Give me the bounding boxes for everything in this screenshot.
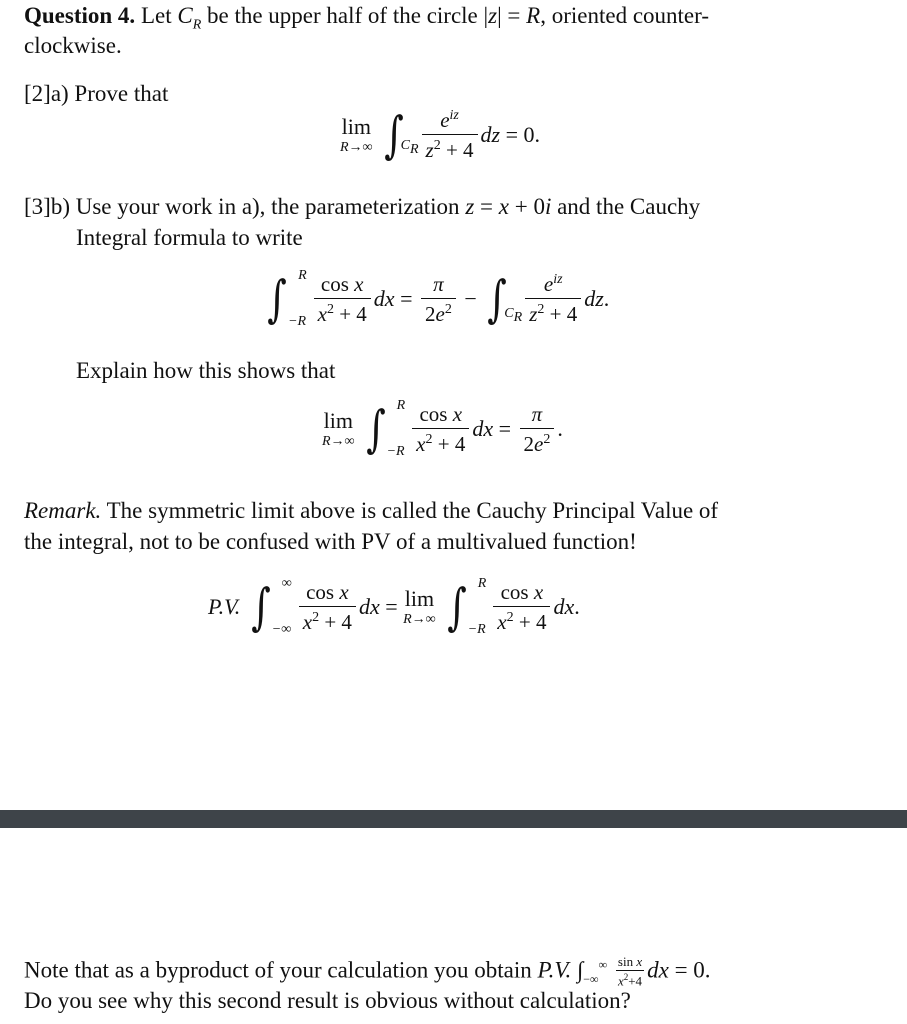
question-label: Question 4. (24, 3, 136, 28)
equation-part-a: lim R→∞ ∫ $C_R$ $\frac{e^{iz}}{z^2 + 4}$ dz = 0. (340, 106, 541, 165)
section-divider (0, 810, 907, 828)
part-a-heading: [2]a) Prove that (24, 81, 169, 106)
part-b-line2: Integral formula to write (76, 225, 303, 250)
note-line2: Do you see why this second result is obvious without calculation? (24, 988, 631, 1013)
equation-remark: P.V. ∫ ∞ −∞ $\frac{\text{cos x}}{x^2 + 4}$ dx = lim R→∞ ∫ R −R $\frac{\text{cos x}}{x^2 + 4}$ dx . (208, 576, 580, 637)
part-b-line1: [3]b) Use your work in a), the parameterization z = x + 0i and the Cauchy (24, 194, 701, 219)
remark-line1: Remark. The symmetric limit above is called the Cauchy Principal Value of (24, 498, 719, 523)
question-intro-line2: clockwise. (24, 33, 122, 58)
question-heading: Question 4. Let $C_R$ be the upper half of the circle |z| = R, oriented counter- (24, 3, 709, 33)
remark-line2: the integral, not to be confused with PV of a multivalued function! (24, 529, 637, 554)
equation-part-b-2: lim R→∞ ∫ R −R $\frac{\text{cos x}}{x^2 + 4}$ dx = $\frac{\pi}{2e^2}$ . (322, 398, 563, 459)
part-b-explain: Explain how this shows that (76, 358, 336, 383)
note-line1: Note that as a byproduct of your calculation you obtain P.V. $\int_{-\infty}^\infty$ $\frac{\text{sin x}}{x^2+4}$ dx = 0. (24, 954, 711, 989)
equation-part-b-1: ∫ R −R $\frac{\text{cos x}}{x^2 + 4}$ dx = $\frac{\pi}{2e^2}$ − ∫ $C_R$ $\frac{e^{iz}}{z^2 + 4}$ dz . (267, 268, 610, 329)
